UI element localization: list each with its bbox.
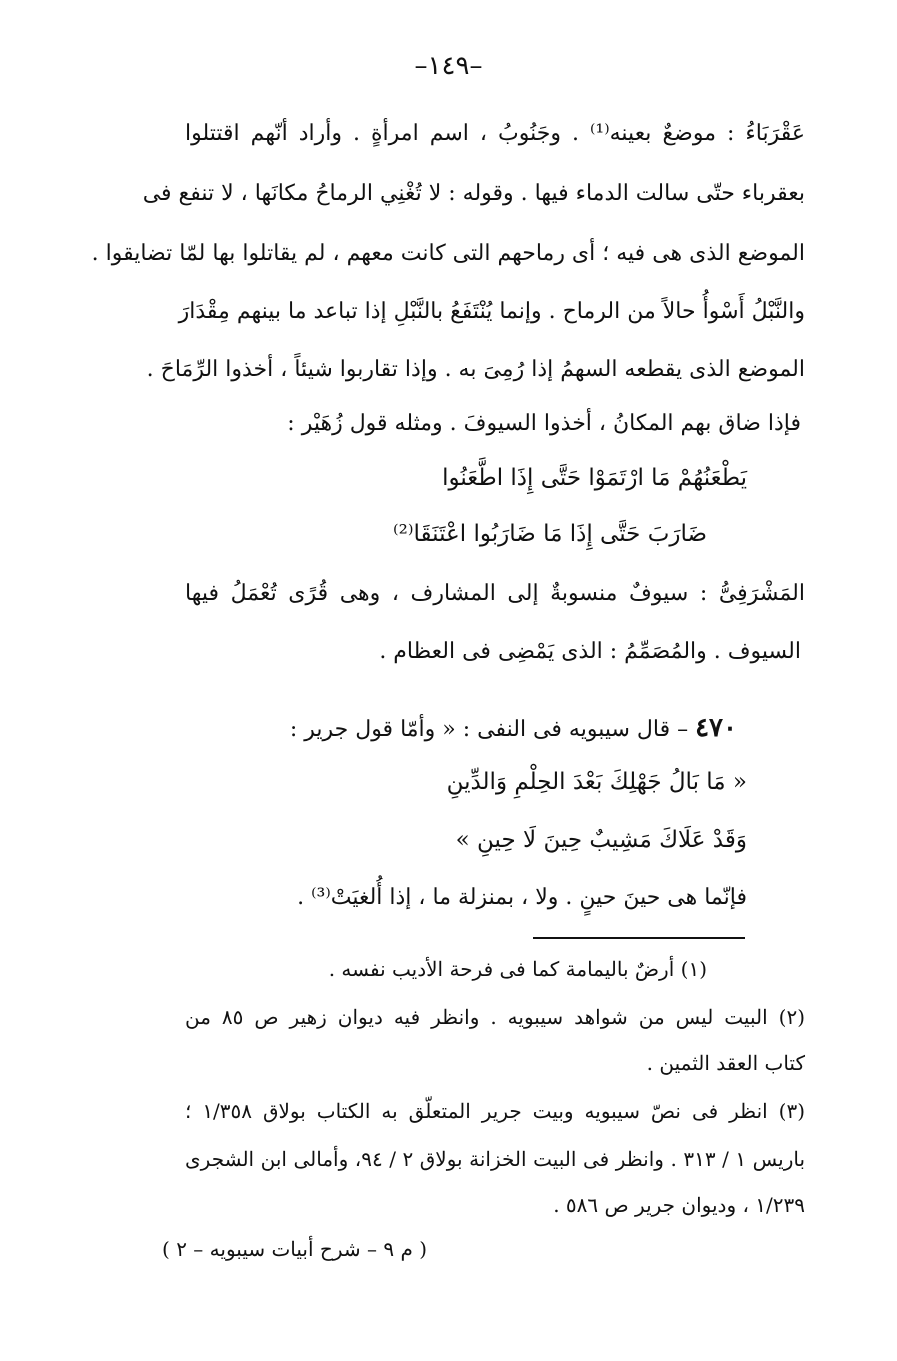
- body-line: والنَّبْلُ أَسْوأُ حالاً من الرماح . وإنما يُنْتَفَعُ بالنَّبْلِ إذا تباعد ما بينهم مِقْدَارَ: [178, 299, 805, 324]
- body-line: عَقْرَبَاءُ : موضعٌ بعينه⁽¹⁾ . وجَنُوبُ ، اسم امرأةٍ . وأراد أنّهم اقتتلوا: [185, 121, 805, 146]
- body-line: فإنّما هى حينَ حينٍ . ولا ، بمنزلة ما ، إذا أُلغيَتْ⁽³⁾ .: [297, 885, 747, 910]
- footnote: (١) أرضٌ باليمامة كما فى فرحة الأديب نفسه .: [328, 957, 707, 981]
- page-number: –١٤٩–: [414, 51, 483, 81]
- body-line: فإذا ضاق بهم المكانُ ، أخذوا السيوفَ . ومثله قول زُهَيْر :: [287, 411, 801, 436]
- verse-line: وَقَدْ عَلَاكَ مَشِيبٌ حِينَ لَا حِينِ »: [455, 827, 747, 853]
- verse-line: يَطْعَنُهُمْ مَا ارْتَمَوْا حَتَّى إِذَا اطَّعَنُوا: [442, 465, 747, 491]
- verse-line: ضَارَبَ حَتَّى إِذَا مَا ضَارَبُوا اعْتَنَقَا⁽²⁾: [392, 521, 707, 547]
- footnote: (٣) انظر فى نصّ سيبويه وبيت جرير المتعلّق به الكتاب بولاق ١/٣٥٨ ؛: [185, 1099, 806, 1123]
- body-line: المَشْرَفِىُّ : سيوفٌ منسوبةٌ إلى المشارف ، وهى قُرًى تُعْمَلُ فيها: [185, 581, 805, 606]
- body-line: السيوف . والمُصَمِّمُ : الذى يَمْضِى فى العظام .: [379, 639, 801, 664]
- entry-text: – قال سيبويه فى النفى : « وأمّا قول جرير :: [289, 717, 689, 742]
- body-line: بعقرباء حتّى سالت الدماء فيها . وقوله : لا تُغْنِي الرماحُ مكانَها ، لا تنفع فى: [142, 181, 805, 206]
- book-signature: ( م ٩ – شرح أبيات سيبويه – ٢ ): [162, 1237, 427, 1261]
- footnote: باريس ١ / ٣١٣ . وانظر فى البيت الخزانة بولاق ٢ / ٩٤، وأمالى ابن الشجرى: [185, 1147, 806, 1171]
- entry-heading: [290, 712, 737, 746]
- body-line: الموضع الذى يقطعه السهمُ إذا رُمِىَ به . وإذا تقاربوا شيئاً ، أخذوا الرِّمَاحَ .: [146, 357, 805, 382]
- footnote: ١/٢٣٩ ، وديوان جرير ص ٥٨٦ .: [553, 1193, 805, 1217]
- footnote: كتاب العقد الثمين .: [646, 1051, 805, 1075]
- entry-number: ٤٧٠: [695, 713, 737, 743]
- body-line: الموضع الذى هى فيه ؛ أى رماحهم التى كانت معهم ، لم يقاتلوا بها لمّا تضايقوا .: [91, 241, 805, 266]
- footnote-divider: [533, 937, 745, 939]
- footnote: (٢) البيت ليس من شواهد سيبويه . وانظر فيه ديوان زهير ص ٨٥ من: [185, 1005, 805, 1029]
- verse-line: « مَا بَالُ جَهْلِكَ بَعْدَ الحِلْمِ وَالدِّينِ: [446, 769, 747, 795]
